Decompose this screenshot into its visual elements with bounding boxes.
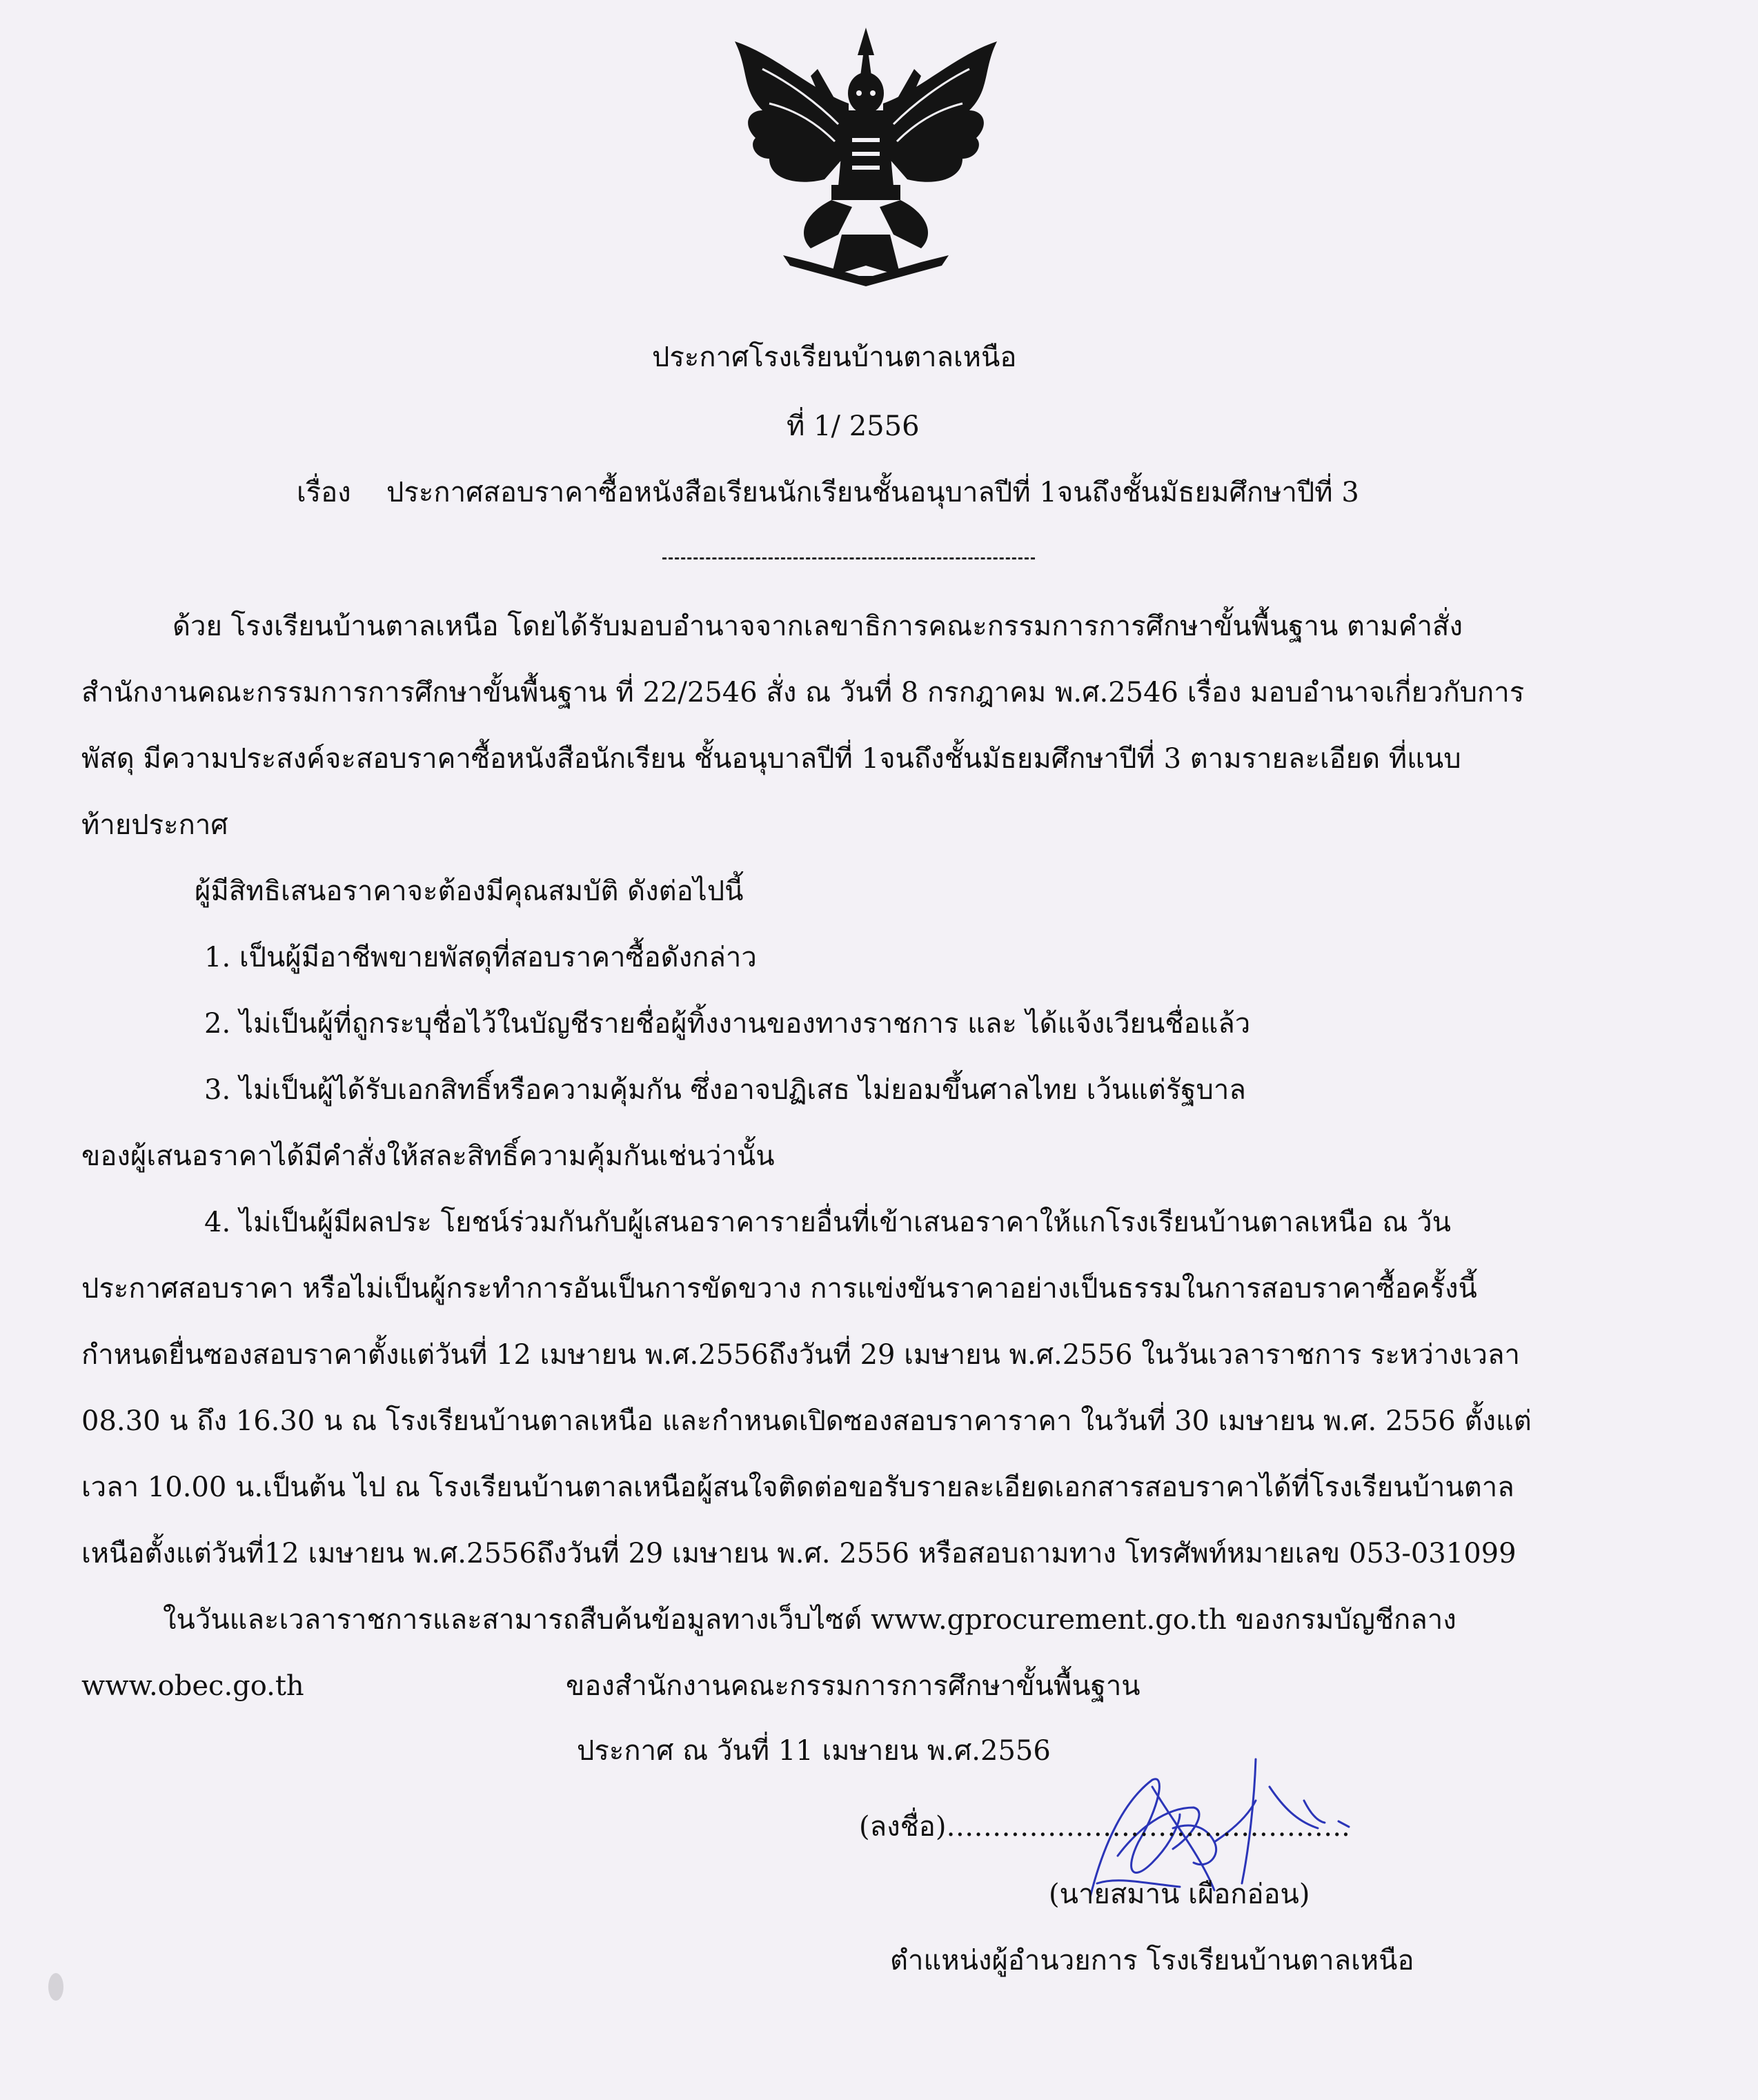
qualification-item-4-line-3: กำหนดยื่นซองสอบราคาตั้งแต่วันที่ 12 เมษายน พ.ศ.2556ถึงวันที่ 29 เมษายน พ.ศ.2556 ในวันเวลาราชการ ระหว่างเวลา (81, 1339, 1520, 1371)
document-number: ที่ 1/ 2556 (787, 410, 920, 442)
qualification-item-4-line-4: 08.30 น ถึง 16.30 น ณ โรงเรียนบ้านตาลเหนือ และกำหนดเปิดซองสอบราคาราคา ในวันที่ 30 เมษายน พ.ศ. 2556 ตั้งแต่ (81, 1405, 1532, 1437)
paragraph-1-line-2: สำนักงานคณะกรรมการการศึกษาขั้นพื้นฐาน ที่ 22/2546 สั่ง ณ วันที่ 8 กรกฎาคม พ.ศ.2546 เรื่อง มอบอำนาจเกี่ยวกับการ (81, 677, 1525, 709)
qualification-item-4-line-6: เหนือตั้งแต่วันที่12 เมษายน พ.ศ.2556ถึงวันที่ 29 เมษายน พ.ศ. 2556 หรือสอบถามทาง โทรศัพท์หมายเลข 053-031099 (81, 1538, 1517, 1569)
qualification-item-4-line-5: เวลา 10.00 น.เป็นต้น ไป ณ โรงเรียนบ้านตาลเหนือผู้สนใจติดต่อขอรับรายละเอียดเอกสารสอบราคาได้ที่โรงเรียนบ้านตาล (81, 1472, 1514, 1503)
qualification-item-4-line-2: ประกาศสอบราคา หรือไม่เป็นผู้กระทำการอันเป็นการขัดขวาง การแข่งขันราคาอย่างเป็นธรรมในการสอบราคาซื้อครั้งนี้ (81, 1273, 1477, 1305)
garuda-emblem-icon (721, 28, 1011, 290)
website-info-line: ในวันและเวลาราชการและสามารถสืบค้นข้อมูลทางเว็บไซต์ www.gprocurement.go.th ของกรมบัญชีกลาง (163, 1604, 1456, 1636)
subject-text: ประกาศสอบราคาซื้อหนังสือเรียนนักเรียนชั้นอนุบาลปีที่ 1จนถึงชั้นมัธยมศึกษาปีที่ 3 (386, 477, 1359, 508)
signature-line: (ลงชื่อ)…………………………………….. (859, 1811, 1350, 1843)
qualification-item-3: 3. ไม่เป็นผู้ได้รับเอกสิทธิ์หรือความคุ้มกัน ซึ่งอาจปฏิเสธ ไม่ยอมขึ้นศาลไทย เว้นแต่รัฐบาล (204, 1074, 1246, 1106)
document-title: ประกาศโรงเรียนบ้านตาลเหนือ (652, 341, 1017, 373)
qualification-item-2: 2. ไม่เป็นผู้ที่ถูกระบุชื่อไว้ในบัญชีรายชื่อผู้ทิ้งงานของทางราชการ และ ได้แจ้งเวียนชื่อแล้ว (204, 1008, 1251, 1040)
paragraph-1-line-1: ด้วย โรงเรียนบ้านตาลเหนือ โดยได้รับมอบอำนาจจากเลขาธิการคณะกรรมการการศึกษาขั้นพื้นฐาน ตามคำสั่ง (172, 611, 1463, 642)
qualification-intro: ผู้มีสิทธิเสนอราคาจะต้องมีคุณสมบัติ ดังต่อไปนี้ (195, 875, 744, 907)
signatory-name: (นายสมาน เผือกอ่อน) (1049, 1879, 1310, 1910)
paragraph-1-line-3: พัสดุ มีความประสงค์จะสอบราคาซื้อหนังสือนักเรียน ชั้นอนุบาลปีที่ 1จนถึงชั้นมัธยมศึกษาปีที่ 3 ตามรายละเอียด ที่แนบ (81, 743, 1461, 775)
qualification-item-3-cont: ของผู้เสนอราคาได้มีคำสั่งให้สละสิทธิ์ความคุ้มกันเช่นว่านั้น (81, 1140, 775, 1172)
paper-blemish (48, 1973, 63, 2001)
subject-label: เรื่อง (297, 477, 351, 508)
signatory-position: ตำแหน่งผู้อำนวยการ โรงเรียนบ้านตาลเหนือ (890, 1945, 1414, 1977)
paragraph-1-line-4: ท้ายประกาศ (81, 809, 228, 841)
title-divider (662, 557, 1035, 559)
announcement-date: ประกาศ ณ วันที่ 11 เมษายน พ.ศ.2556 (577, 1735, 1051, 1767)
qualification-item-4-line-1: 4. ไม่เป็นผู้มีผลประ โยชน์ร่วมกันกับผู้เสนอราคารายอื่นที่เข้าเสนอราคาให้แกโรงเรียนบ้านตาลเหนือ ณ วัน (204, 1207, 1451, 1238)
qualification-item-1: 1. เป็นผู้มีอาชีพขายพัสดุที่สอบราคาซื้อดังกล่าว (204, 942, 757, 973)
obec-website-url: www.obec.go.th (81, 1670, 304, 1702)
obec-agency-text: ของสำนักงานคณะกรรมการการศึกษาขั้นพื้นฐาน (566, 1670, 1140, 1702)
